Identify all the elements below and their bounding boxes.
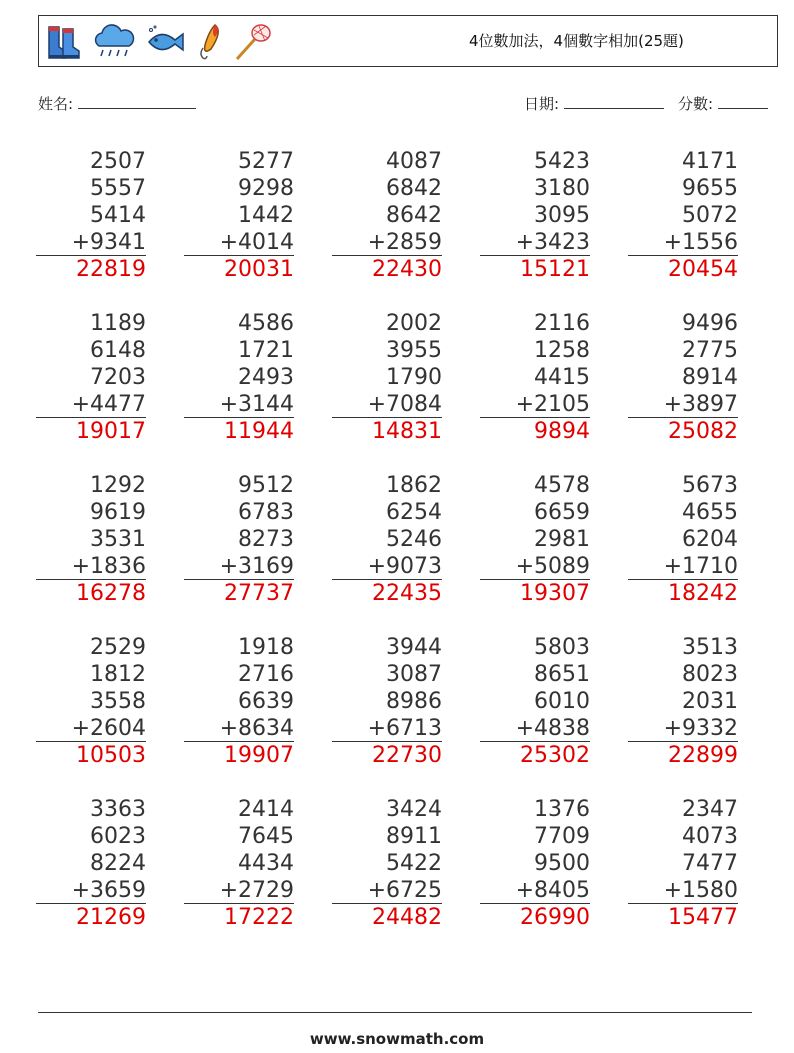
fish-icon <box>145 24 187 60</box>
answer: 20454 <box>668 257 738 282</box>
addend: 4586 <box>238 311 294 336</box>
worksheet-title: 4位數加法，4個數字相加(25題) <box>469 32 684 50</box>
problem-block <box>184 796 294 931</box>
problem-block <box>480 310 590 445</box>
addend: 9512 <box>238 473 294 498</box>
addend: 9298 <box>238 176 294 201</box>
rain-boots-icon <box>45 24 83 60</box>
addend: 6148 <box>90 338 146 363</box>
addend: 1812 <box>90 662 146 687</box>
answer: 22730 <box>372 743 442 768</box>
last-addend: +3897 <box>628 391 738 418</box>
addend: 2347 <box>682 797 738 822</box>
last-addend: +5089 <box>480 553 590 580</box>
addend: 8023 <box>682 662 738 687</box>
addend: 3513 <box>682 635 738 660</box>
last-addend: +4014 <box>184 229 294 256</box>
problem-block <box>332 796 442 931</box>
last-addend: +9332 <box>628 715 738 742</box>
problem-block <box>36 472 146 607</box>
addend: 9496 <box>682 311 738 336</box>
answer: 19907 <box>224 743 294 768</box>
last-addend: +1556 <box>628 229 738 256</box>
answer: 19307 <box>520 581 590 606</box>
problem-block <box>480 148 590 283</box>
name-field <box>38 93 196 114</box>
addend: 3180 <box>534 176 590 201</box>
addend: 7709 <box>534 824 590 849</box>
answer: 15477 <box>668 905 738 930</box>
last-addend: +3423 <box>480 229 590 256</box>
answer: 27737 <box>224 581 294 606</box>
fishing-net-icon <box>233 22 273 62</box>
problem-block <box>332 472 442 607</box>
answer: 22819 <box>76 257 146 282</box>
last-addend: +2729 <box>184 877 294 904</box>
last-addend: +6725 <box>332 877 442 904</box>
addend: 3955 <box>386 338 442 363</box>
last-addend: +8634 <box>184 715 294 742</box>
addend: 2981 <box>534 527 590 552</box>
score-field <box>678 93 768 114</box>
addend: 7477 <box>682 851 738 876</box>
problem-block <box>628 796 738 931</box>
last-addend: +2604 <box>36 715 146 742</box>
addend: 5422 <box>386 851 442 876</box>
addend: 1918 <box>238 635 294 660</box>
answer: 14831 <box>372 419 442 444</box>
answer: 22899 <box>668 743 738 768</box>
header-box <box>38 15 778 67</box>
problem-block <box>36 310 146 445</box>
last-addend: +1710 <box>628 553 738 580</box>
last-addend: +4838 <box>480 715 590 742</box>
last-addend: +9341 <box>36 229 146 256</box>
addend: 5673 <box>682 473 738 498</box>
addend: 5423 <box>534 149 590 174</box>
addend: 1862 <box>386 473 442 498</box>
answer: 20031 <box>224 257 294 282</box>
name-blank <box>78 94 196 109</box>
footer-divider <box>38 1012 752 1013</box>
addend: 5557 <box>90 176 146 201</box>
addend: 3087 <box>386 662 442 687</box>
addend: 5072 <box>682 203 738 228</box>
addend: 8911 <box>386 824 442 849</box>
answer: 19017 <box>76 419 146 444</box>
addend: 3531 <box>90 527 146 552</box>
problem-block <box>36 634 146 769</box>
addend: 2493 <box>238 365 294 390</box>
addend: 1376 <box>534 797 590 822</box>
problem-block <box>184 148 294 283</box>
last-addend: +3144 <box>184 391 294 418</box>
addend: 3558 <box>90 689 146 714</box>
addend: 5277 <box>238 149 294 174</box>
score-label: 分數: <box>678 95 714 113</box>
addend: 2529 <box>90 635 146 660</box>
problem-block <box>36 796 146 931</box>
addend: 6639 <box>238 689 294 714</box>
addend: 2116 <box>534 311 590 336</box>
addend: 4655 <box>682 500 738 525</box>
answer: 25082 <box>668 419 738 444</box>
answer: 25302 <box>520 743 590 768</box>
addend: 2716 <box>238 662 294 687</box>
addend: 6023 <box>90 824 146 849</box>
problem-block <box>480 796 590 931</box>
date-blank <box>564 94 664 109</box>
problem-block <box>332 148 442 283</box>
addend: 8986 <box>386 689 442 714</box>
addend: 2031 <box>682 689 738 714</box>
score-blank <box>718 94 768 109</box>
name-label: 姓名: <box>38 95 74 113</box>
addend: 1292 <box>90 473 146 498</box>
problem-block <box>184 634 294 769</box>
addend: 1721 <box>238 338 294 363</box>
problem-block <box>628 148 738 283</box>
addend: 4171 <box>682 149 738 174</box>
addend: 4434 <box>238 851 294 876</box>
addend: 1790 <box>386 365 442 390</box>
addend: 9500 <box>534 851 590 876</box>
addend: 7645 <box>238 824 294 849</box>
problem-block <box>480 634 590 769</box>
addend: 4578 <box>534 473 590 498</box>
addend: 2414 <box>238 797 294 822</box>
last-addend: +1836 <box>36 553 146 580</box>
addend: 5414 <box>90 203 146 228</box>
date-field <box>524 93 664 114</box>
problem-block <box>332 634 442 769</box>
answer: 18242 <box>668 581 738 606</box>
answer: 26990 <box>520 905 590 930</box>
addend: 3363 <box>90 797 146 822</box>
addend: 4415 <box>534 365 590 390</box>
answer: 17222 <box>224 905 294 930</box>
answer: 22435 <box>372 581 442 606</box>
addend: 8642 <box>386 203 442 228</box>
addend: 2507 <box>90 149 146 174</box>
problem-block <box>36 148 146 283</box>
last-addend: +2859 <box>332 229 442 256</box>
addend: 4073 <box>682 824 738 849</box>
addend: 3944 <box>386 635 442 660</box>
addend: 3095 <box>534 203 590 228</box>
last-addend: +6713 <box>332 715 442 742</box>
last-addend: +3659 <box>36 877 146 904</box>
problem-block <box>184 472 294 607</box>
addend: 1189 <box>90 311 146 336</box>
addend: 8273 <box>238 527 294 552</box>
answer: 16278 <box>76 581 146 606</box>
answer: 21269 <box>76 905 146 930</box>
addend: 6254 <box>386 500 442 525</box>
last-addend: +8405 <box>480 877 590 904</box>
addend: 5803 <box>534 635 590 660</box>
answer: 11944 <box>224 419 294 444</box>
answer: 10503 <box>76 743 146 768</box>
problem-block <box>332 310 442 445</box>
answer: 22430 <box>372 257 442 282</box>
problem-block <box>628 472 738 607</box>
addend: 6659 <box>534 500 590 525</box>
addend: 3424 <box>386 797 442 822</box>
footer-site: www.snowmath.com <box>309 1030 485 1048</box>
addend: 1258 <box>534 338 590 363</box>
answer: 9894 <box>534 419 590 444</box>
problem-block <box>628 310 738 445</box>
date-label: 日期: <box>524 95 560 113</box>
answer: 15121 <box>520 257 590 282</box>
addend: 7203 <box>90 365 146 390</box>
addend: 9619 <box>90 500 146 525</box>
addend: 6783 <box>238 500 294 525</box>
addend: 6842 <box>386 176 442 201</box>
addend: 9655 <box>682 176 738 201</box>
problem-block <box>628 634 738 769</box>
last-addend: +7084 <box>332 391 442 418</box>
last-addend: +2105 <box>480 391 590 418</box>
fishing-float-icon <box>195 22 225 62</box>
addend: 1442 <box>238 203 294 228</box>
addend: 6010 <box>534 689 590 714</box>
problem-block <box>480 472 590 607</box>
problem-block <box>184 310 294 445</box>
addend: 8651 <box>534 662 590 687</box>
last-addend: +9073 <box>332 553 442 580</box>
addend: 8914 <box>682 365 738 390</box>
addend: 2775 <box>682 338 738 363</box>
addend: 6204 <box>682 527 738 552</box>
last-addend: +4477 <box>36 391 146 418</box>
icon-strip <box>45 22 273 62</box>
last-addend: +1580 <box>628 877 738 904</box>
addend: 8224 <box>90 851 146 876</box>
rain-cloud-icon <box>91 24 137 60</box>
addend: 4087 <box>386 149 442 174</box>
answer: 24482 <box>372 905 442 930</box>
last-addend: +3169 <box>184 553 294 580</box>
addend: 5246 <box>386 527 442 552</box>
addend: 2002 <box>386 311 442 336</box>
